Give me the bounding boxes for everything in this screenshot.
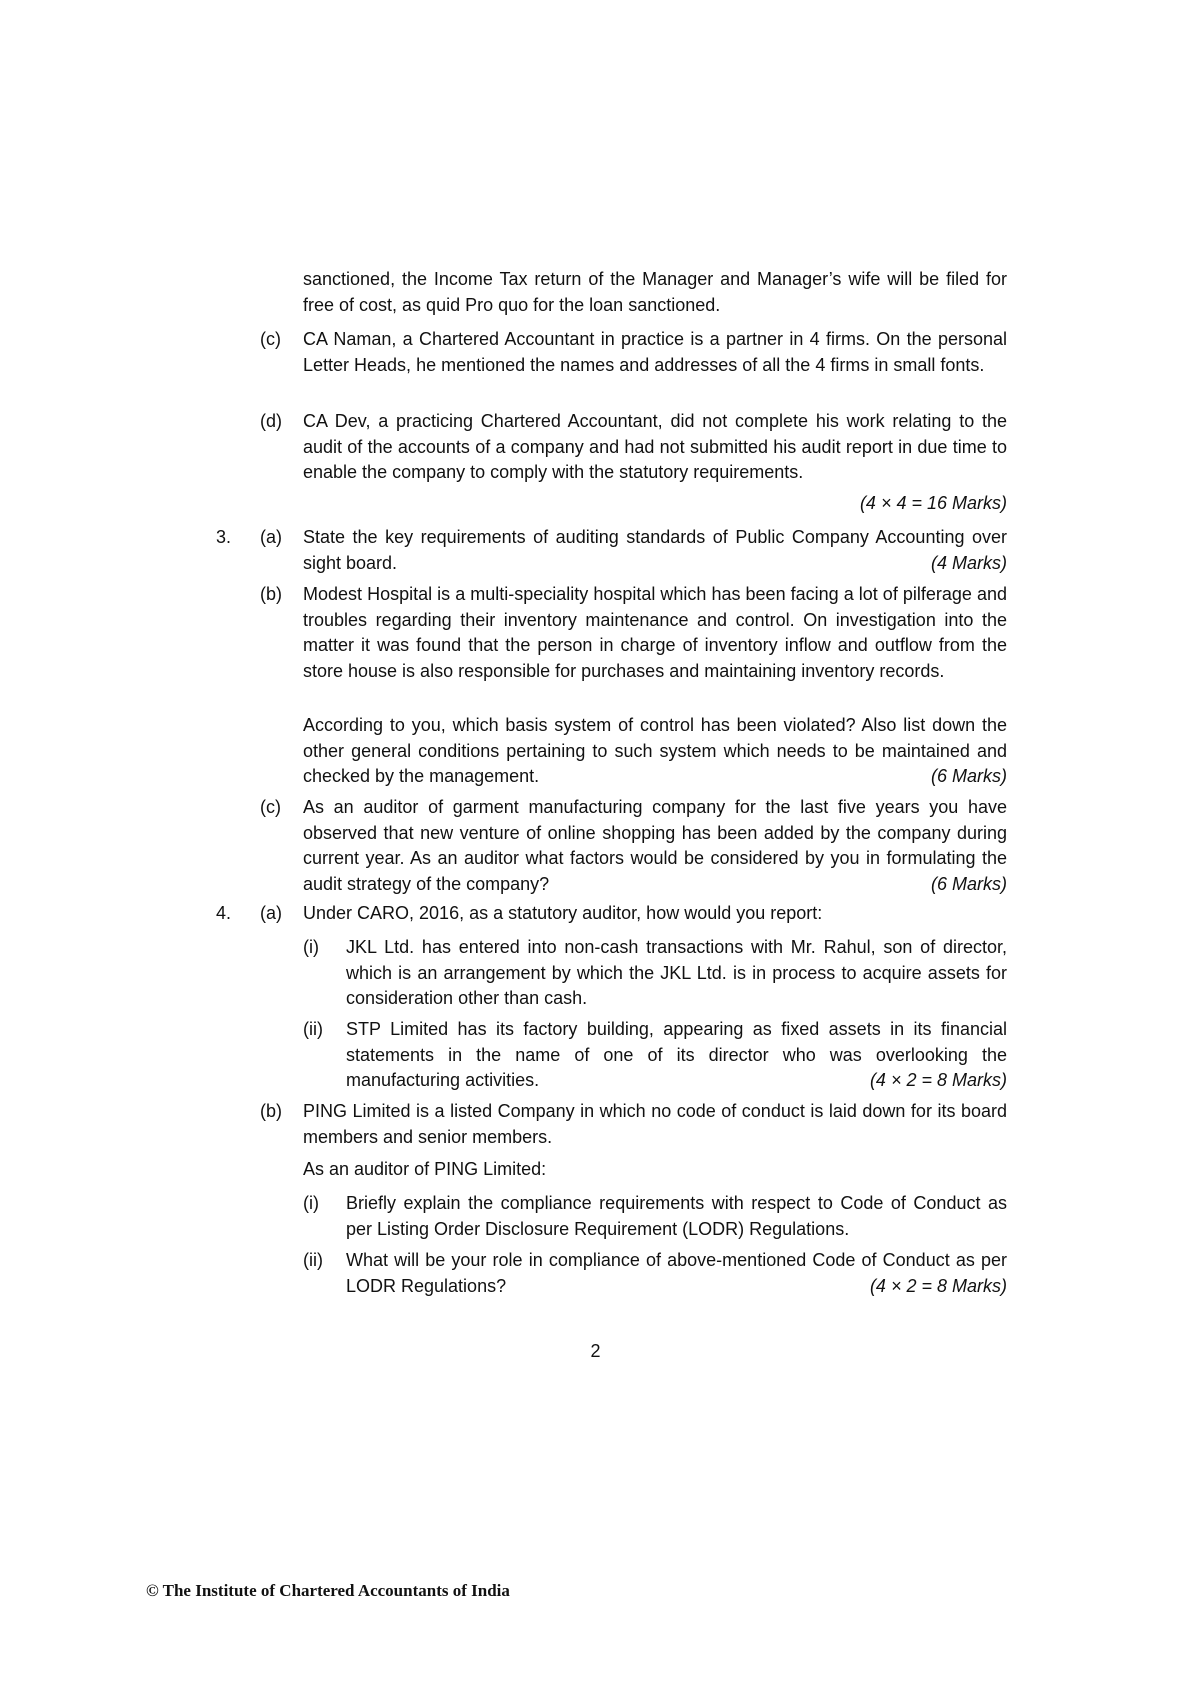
question-2d-label: (d) <box>260 411 282 431</box>
question-3b-label: (b) <box>260 584 282 604</box>
question-4a-marks: (4 × 2 = 8 Marks) <box>869 1070 1007 1090</box>
question-3a-body: State the key requirements of auditing standards of Public Company Accounting over sight board. <box>303 527 1007 573</box>
question-3a-text <box>303 525 1007 576</box>
question-4b-ii-body: What will be your role in compliance of above-mentioned Code of Conduct as per LODR Regulations? <box>346 1250 1007 1296</box>
footer-copyright: © The Institute of Chartered Accountants of India <box>146 1581 510 1600</box>
question-4a-ii-text <box>346 1017 1007 1094</box>
question-2b-continuation: sanctioned, the Income Tax return of the Manager and Manager’s wife will be filed for free of cost, as quid Pro quo for the loan sanctioned. <box>303 269 1007 315</box>
question-3b-text2 <box>303 713 1007 790</box>
question-4b-ii-text <box>346 1248 1007 1299</box>
question-3b-body2: According to you, which basis system of control has been violated? Also list down the other general conditions pertaining to such system which needs to be maintained and checked by the management. <box>303 715 1007 786</box>
question-3c-body: As an auditor of garment manufacturing company for the last five years you have observed that new venture of online shopping has been added by the company during current year. As an auditor what factors would be considered by you in formulating the audit strategy of the company? <box>303 797 1007 894</box>
question-2-marks: (4 × 4 = 16 Marks) <box>859 493 1007 513</box>
question-2d-text: CA Dev, a practicing Chartered Accountant, did not complete his work relating to the audit of the accounts of a company and had not submitted his audit report in due time to enable the company to comply with the statutory requirements. <box>303 411 1007 482</box>
question-3a-marks: (4 Marks) <box>931 552 1007 573</box>
question-4a-text: Under CARO, 2016, as a statutory auditor, how would you report: <box>303 903 823 923</box>
question-4-number: 4. <box>216 903 232 923</box>
question-4a-i-label: (i) <box>303 937 319 957</box>
question-4a-ii-body: STP Limited has its factory building, appearing as fixed assets in its financial statements in the name of one of its director who was overlooking the manufacturing activities. <box>346 1019 1007 1090</box>
question-4a-i-text: JKL Ltd. has entered into non-cash transactions with Mr. Rahul, son of director, which is an arrangement by which the JKL Ltd. is in process to acquire assets for consideration other than cash. <box>346 937 1007 1008</box>
question-4b-i-label: (i) <box>303 1193 319 1213</box>
question-4b-i-text: Briefly explain the compliance requirements with respect to Code of Conduct as per Listing Order Disclosure Requirement (LODR) Regulations. <box>346 1193 1007 1239</box>
question-3b-text: Modest Hospital is a multi-speciality hospital which has been facing a lot of pilferage and troubles regarding their inventory maintenance and control. On investigation into the matter it was found that the person in charge of inventory inflow and outflow from the store house is also responsible for purchases and maintaining inventory records. <box>303 584 1007 681</box>
question-3b-marks: (6 Marks) <box>931 766 1007 786</box>
question-4a-label: (a) <box>260 903 282 923</box>
question-4b-ii-label: (ii) <box>303 1250 323 1270</box>
question-4b-text2: As an auditor of PING Limited: <box>303 1159 547 1179</box>
question-3c-text <box>303 795 1007 897</box>
page-number: 2 <box>590 1341 601 1361</box>
question-2c-text: CA Naman, a Chartered Accountant in practice is a partner in 4 firms. On the personal Letter Heads, he mentioned the names and addresses of all the 4 firms in small fonts. <box>303 329 1007 375</box>
question-3c-marks: (6 Marks) <box>931 873 1007 894</box>
question-4b-label: (b) <box>260 1101 282 1121</box>
question-3-number: 3. <box>216 527 232 547</box>
question-2c-label: (c) <box>260 329 281 349</box>
question-4b-marks: (4 × 2 = 8 Marks) <box>869 1275 1007 1296</box>
question-3a-label: (a) <box>260 527 282 547</box>
question-4b-text: PING Limited is a listed Company in which no code of conduct is laid down for its board members and senior members. <box>303 1101 1007 1147</box>
question-3c-label: (c) <box>260 797 281 817</box>
question-4a-ii-label: (ii) <box>303 1019 323 1039</box>
